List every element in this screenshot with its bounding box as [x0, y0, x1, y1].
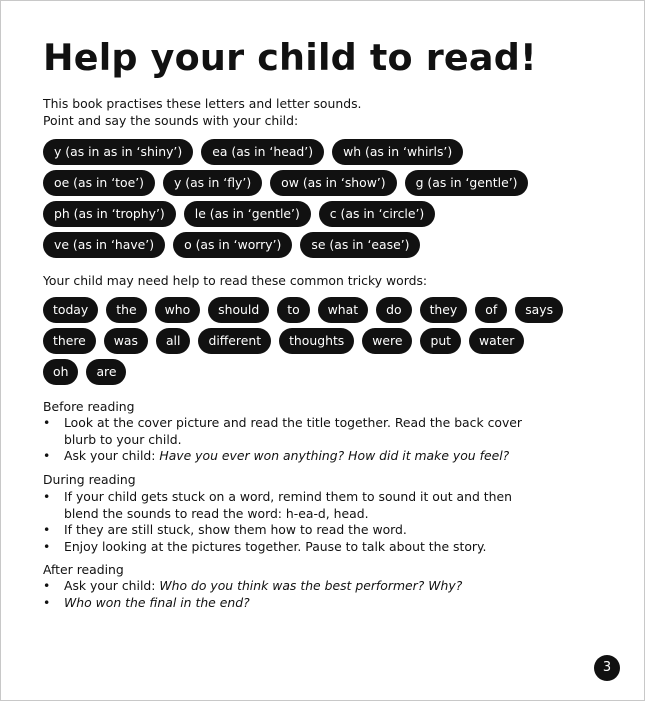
- before-reading-heading: Before reading: [43, 399, 135, 414]
- list-item: • Enjoy looking at the pictures together. Pause to talk about the story.: [43, 539, 543, 556]
- during-reading-list: [43, 489, 543, 555]
- sound-pill: se (as in ‘ease’): [300, 232, 420, 258]
- sound-pill: ow (as in ‘show’): [270, 170, 396, 196]
- sound-pill: ve (as in ‘have’): [43, 232, 165, 258]
- list-item: • If your child gets stuck on a word, remind them to sound it out and then blend the sounds to read the word: h-ea-d, head.: [43, 489, 543, 522]
- sound-pill: c (as in ‘circle’): [319, 201, 435, 227]
- sound-pill: oe (as in ‘toe’): [43, 170, 155, 196]
- word-pill: are: [86, 359, 126, 385]
- list-item-prefix: Ask your child:: [64, 448, 160, 463]
- list-item: [43, 595, 543, 612]
- list-item-question: Who do you think was the best performer? Why?: [159, 578, 463, 593]
- word-pill: was: [104, 328, 148, 354]
- page-title: Help your child to read!: [43, 36, 537, 79]
- word-pill: of: [475, 297, 507, 323]
- during-reading-heading: During reading: [43, 472, 136, 487]
- sound-row-4: [43, 232, 420, 258]
- word-pill: today: [43, 297, 98, 323]
- after-reading-heading: After reading: [43, 562, 124, 577]
- word-pill: they: [420, 297, 468, 323]
- tricky-words-label: Your child may need help to read these common tricky words:: [43, 273, 428, 288]
- sound-pill: y (as in ‘fly’): [163, 170, 262, 196]
- word-pill: do: [376, 297, 411, 323]
- word-pill: put: [420, 328, 461, 354]
- sound-pill: y (as in as in ‘shiny’): [43, 139, 193, 165]
- list-item-question: Have you ever won anything? How did it make you feel?: [159, 448, 510, 463]
- word-pill: says: [515, 297, 563, 323]
- page-number-badge: 3: [594, 655, 620, 681]
- word-pill: what: [318, 297, 368, 323]
- word-pill: who: [155, 297, 201, 323]
- word-pill: were: [362, 328, 412, 354]
- word-pill: should: [208, 297, 269, 323]
- word-pill: water: [469, 328, 524, 354]
- sound-pill: ea (as in ‘head’): [201, 139, 324, 165]
- list-item: • Look at the cover picture and read the title together. Read the back cover blurb to your child.: [43, 415, 543, 448]
- tricky-row-2: [43, 328, 524, 354]
- tricky-row-3: [43, 359, 126, 385]
- list-item: [43, 578, 543, 595]
- list-item-question: Who won the final in the end?: [64, 594, 250, 610]
- tricky-row-1: [43, 297, 563, 323]
- intro-text: [43, 95, 361, 129]
- sound-row-1: [43, 139, 463, 165]
- sound-row-2: [43, 170, 528, 196]
- word-pill: all: [156, 328, 190, 354]
- intro-line-2: Point and say the sounds with your child:: [43, 113, 299, 128]
- word-pill: different: [198, 328, 271, 354]
- word-pill: oh: [43, 359, 78, 385]
- sound-pill: le (as in ‘gentle’): [184, 201, 311, 227]
- word-pill: the: [106, 297, 146, 323]
- list-item: • If they are still stuck, show them how to read the word.: [43, 522, 543, 539]
- list-item-prefix: Ask your child:: [64, 578, 160, 593]
- sound-pill: wh (as in ‘whirls’): [332, 139, 463, 165]
- sound-pill: g (as in ‘gentle’): [405, 170, 529, 196]
- word-pill: to: [277, 297, 309, 323]
- after-reading-list: [43, 578, 543, 611]
- intro-line-1: This book practises these letters and letter sounds.: [43, 96, 362, 111]
- word-pill: thoughts: [279, 328, 354, 354]
- sound-pill: o (as in ‘worry’): [173, 232, 292, 258]
- word-pill: there: [43, 328, 96, 354]
- sound-pill: ph (as in ‘trophy’): [43, 201, 176, 227]
- list-item: [43, 448, 543, 465]
- sound-row-3: [43, 201, 435, 227]
- before-reading-list: [43, 415, 543, 465]
